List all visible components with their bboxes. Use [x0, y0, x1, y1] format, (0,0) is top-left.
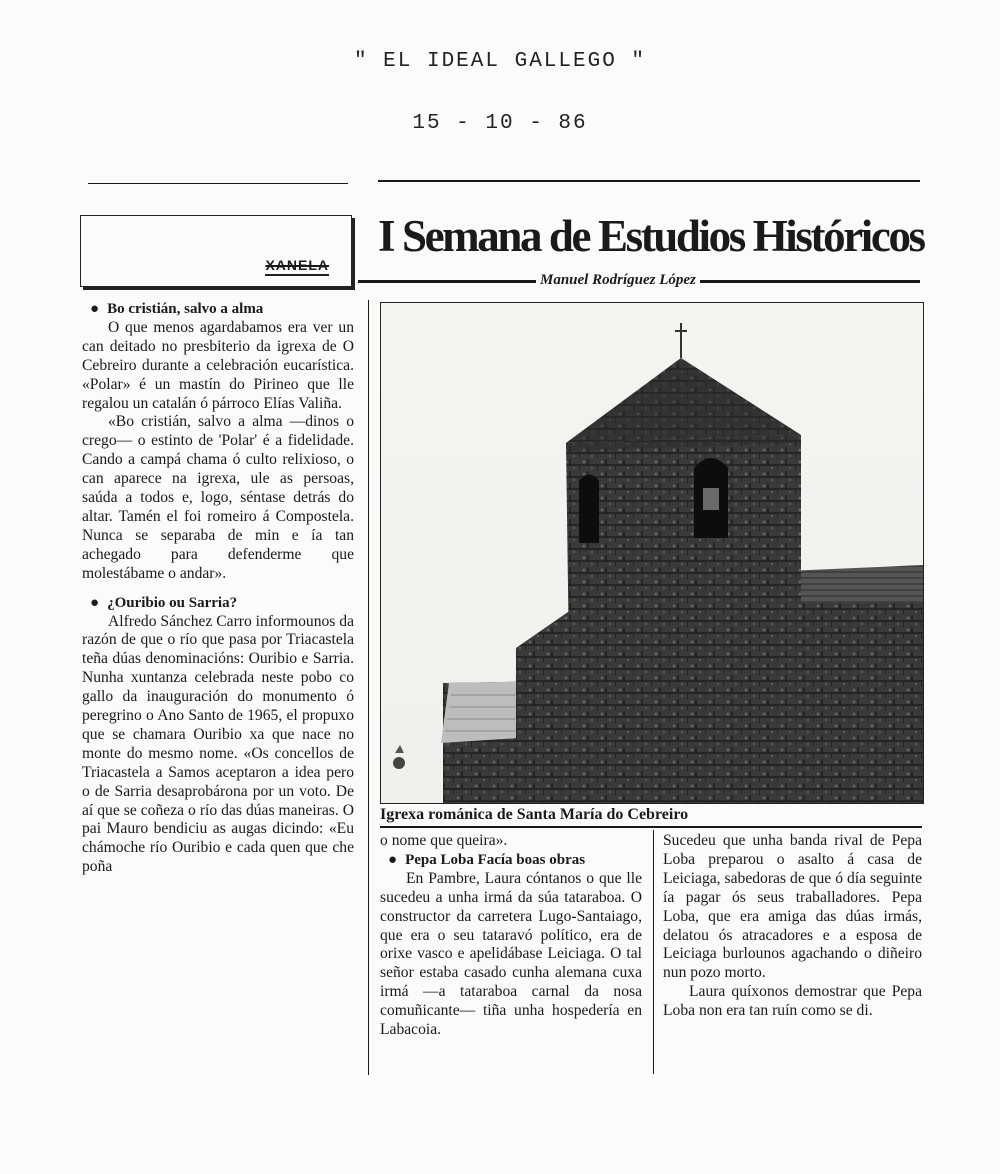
- article-column-2: [663, 832, 922, 1021]
- clipping-date: 15 - 10 - 86: [412, 112, 588, 135]
- paragraph: «Bo cristián, salvo a alma —dinos o crego— o estinto de 'Polar' é a fidelidade. Cando a campá chama ó culto relixioso, o can aparece na igrexa, ule as persoas, saúda a todos e, logo, séntase detrás do altar. Tamén el foi romeiro á Compostela. Nunca se separaba de min e ía tan achegado para defenderme que molestábame o andar».: [82, 413, 354, 582]
- paragraph: Laura quíxonos demostrar que Pepa Loba non era tan ruín como se di.: [663, 983, 922, 1020]
- paragraph: o nome que queira».: [380, 832, 508, 849]
- subheading: ● Bo cristián, salvo a alma: [90, 301, 264, 317]
- church-photo: [380, 302, 924, 804]
- paragraph: Sucedeu que unha banda rival de Pepa Loba preparou o asalto á casa de Leiciaga, sabedoras de que ó día seguinte ía pagar ós seus traballadores. Pepa Loba, que era amiga das dúas irmás, delatou ós atracadores e a esposa de Leiciaga burlounos agachando o diñeiro nun pozo morto.: [663, 832, 922, 982]
- byline: Manuel Rodríguez López: [536, 272, 700, 289]
- paragraph: O que menos agardabamos era ver un can deitado no presbiterio da igrexa de O Cebreiro durante a celebración eucarística. «Polar» é un mastín do Pirineo que lle regalou un catalán ó párroco Elías Valiña.: [82, 318, 354, 412]
- paragraph: En Pambre, Laura cóntanos o que lle sucedeu a unha irmá da súa tataraboa. O constructor da carretera Lugo-Santaiago, que era o seu tataravó político, era de orixe vasco e apelidábase Leiciaga. O tal señor estaba casado cunha alemana cuxa irmá —a tataraboa carnal da nosa comuñicante— tiña unha hospedería en Labacoia.: [380, 869, 642, 1039]
- section-label-box: [80, 215, 352, 287]
- subheading: ● Pepa Loba Facía boas obras: [388, 851, 586, 868]
- left-top-rule: [88, 183, 348, 184]
- column-divider: [368, 300, 369, 1075]
- caption-rule: [380, 826, 922, 828]
- subheading: ● ¿Ouribio ou Sarria?: [90, 594, 238, 611]
- section-label: XANELA: [265, 257, 329, 276]
- paragraph: Alfredo Sánchez Carro informounos da razón de que o río que pasa por Triacastela teña dúas denominacións: Ouribio e Sarria. Nunha xuntanza celebrada neste pobo co gallo da inauguración do monumento ó peregrino o Ano Santo de 1965, el propuxo que se chamara Ouribio xa que nace no monte do mesmo nome. «Os concellos de Triacastela a Samos aceptaron a idea pero o de Sarria desaprobárona por un voto. De aí que se coñeza o río das dúas maneiras. O pai Mauro bendiciu as augas dicindo: «Eu chámoche río Ouribio e cada quen que che poña: [82, 612, 354, 876]
- article-column-1: [380, 832, 642, 1040]
- photo-caption: Igrexa románica de Santa María do Cebreiro: [380, 806, 689, 823]
- sidebar-column: [82, 300, 354, 877]
- church-image: [381, 303, 923, 803]
- right-top-rule: [378, 180, 920, 182]
- column-divider: [653, 830, 654, 1074]
- newspaper-name: " EL IDEAL GALLEGO ": [353, 50, 647, 73]
- headline: I Semana de Estudios Históricos: [378, 211, 924, 261]
